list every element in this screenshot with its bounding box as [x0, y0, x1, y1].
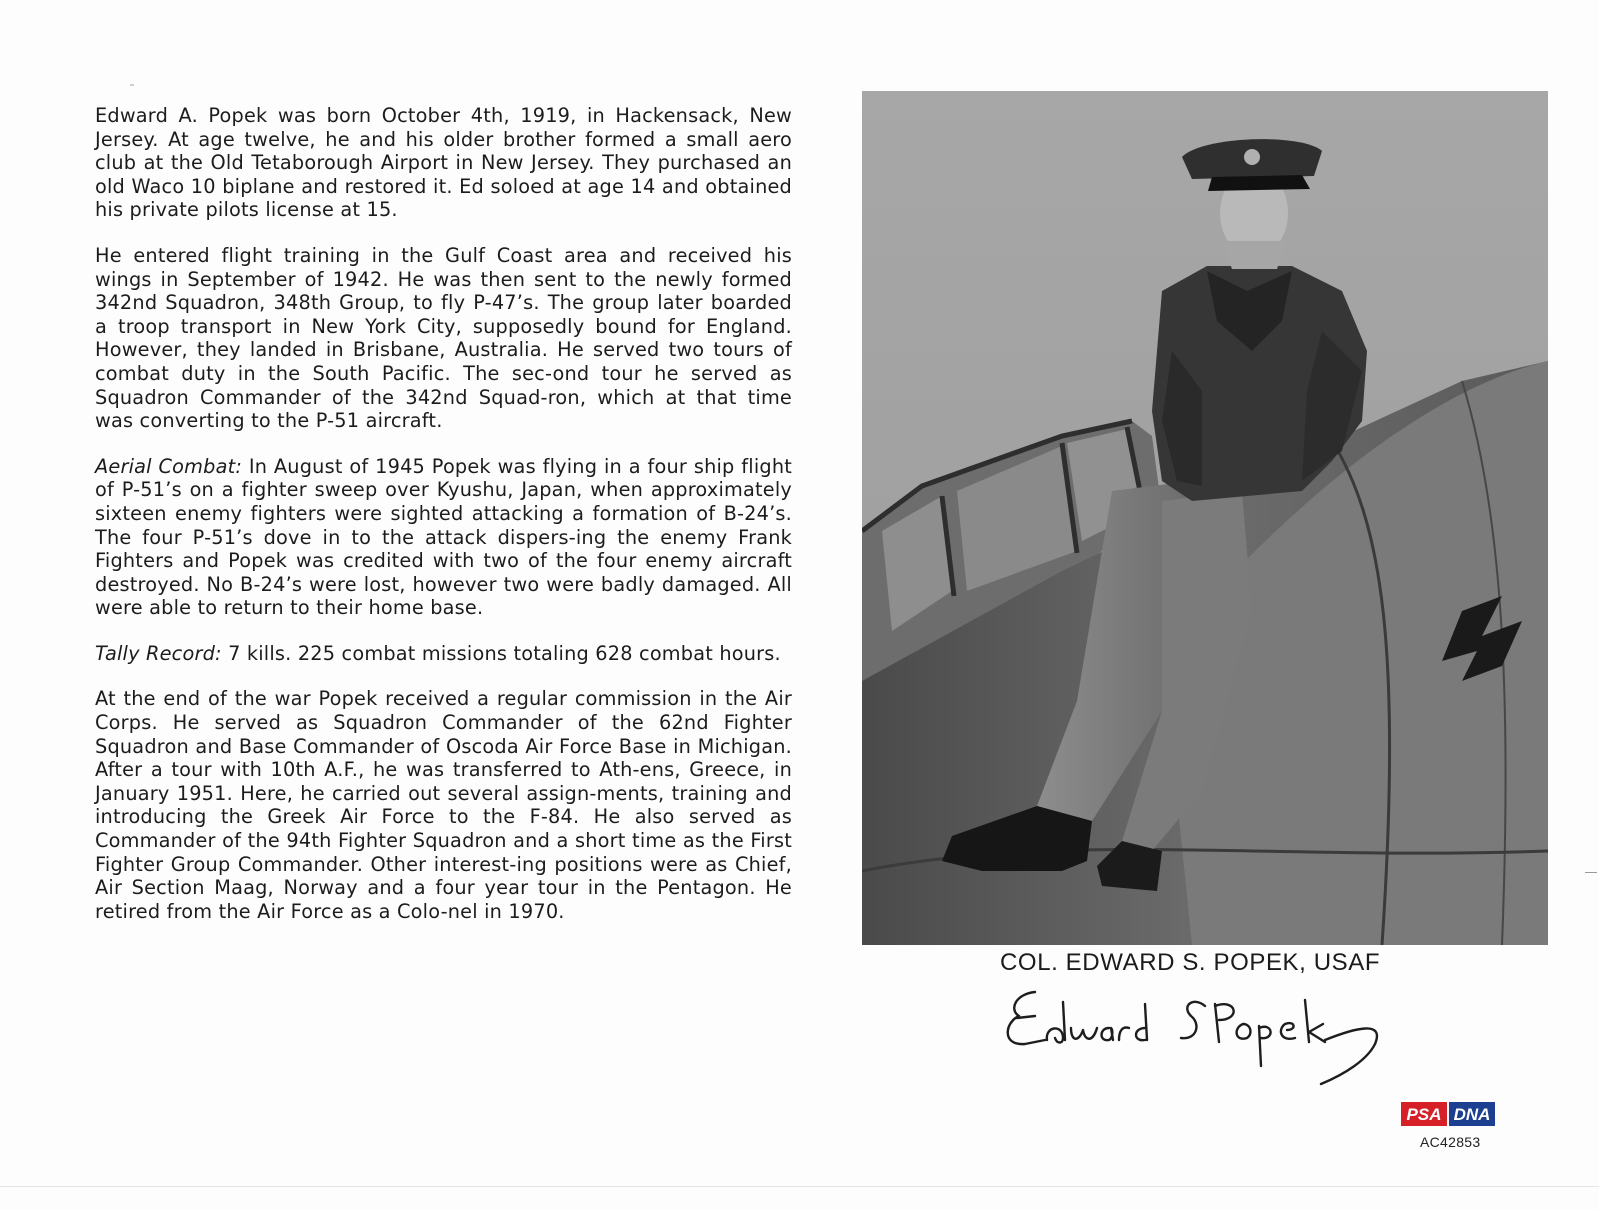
- bio-paragraph-later-career: At the end of the war Popek received a regular commission in the Air Corps. He served as Squadron Commander of the 62nd Fighter Squadron and Base Commander of Oscoda Air Force Base in Michigan. After a tour with 10th A.F., he was transferred to Ath-ens, Greece, in January 1951. Here, he carried out several assign-ments, training and introducing the Greek Air Force to the F-84. He also served as Commander of the 94th Fighter Squadron and a short time as the First Fighter Group Commander. Other interest-ing positions were as Chief, Air Section Maag, Norway and a four year tour in the Pentagon. He retired from the Air Force as a Colo-nel in 1970.: [95, 687, 792, 923]
- bio-paragraph-training: He entered flight training in the Gulf Coast area and received his wings in September of 1942. He was then sent to the newly formed 342nd Squadron, 348th Group, to fly P-47’s. The group later boarded a troop transport in New York City, supposedly bound for England. However, they landed in Brisbane, Australia. He served two tours of combat duty in the South Pacific. The sec-ond tour he served as Squadron Commander of the 342nd Squad-ron, which at that time was converting to the P-51 aircraft.: [95, 243, 792, 433]
- bio-paragraph-early-life: Edward A. Popek was born October 4th, 1919, in Hackensack, New Jersey. At age twelve, he and his older brother formed a small aero club at the Old Tetaborough Airport in New Jersey. They purchased an old Waco 10 biplane and restored it. Ed soloed at age 14 and obtained his private pilots license at 15.: [95, 104, 792, 222]
- dna-logo-text: DNA: [1453, 1105, 1491, 1124]
- bio-paragraph-aerial-combat: [95, 455, 792, 620]
- bio-paragraph-tally-record: [95, 642, 792, 666]
- tally-record-text: 7 kills. 225 combat missions totaling 628 combat hours.: [221, 641, 781, 665]
- aerial-combat-text: In August of 1945 Popek was flying in a four ship flight of P-51’s on a fighter sweep over Kyushu, Japan, when approximately sixteen enemy fighters were sighted attacking a formation of B-24’s. The four P-51’s dove in to the attack dispers-ing the enemy Frank Fighters and Popek was credited with two of the four enemy aircraft destroyed. No B-24’s were lost, however two were badly damaged. All were able to return to their home base.: [95, 454, 792, 620]
- certification-number: AC42853: [1420, 1134, 1481, 1150]
- psa-dna-logo: [1401, 1102, 1495, 1126]
- tally-record-label: Tally Record:: [95, 641, 222, 665]
- photo-caption: COL. EDWARD S. POPEK, USAF: [1000, 949, 1381, 976]
- aerial-combat-label: Aerial Combat:: [95, 454, 243, 478]
- biography-text: [95, 104, 792, 945]
- psa-logo-text: PSA: [1406, 1105, 1442, 1124]
- page-edge-line: [0, 1186, 1599, 1187]
- paper-speck: [1585, 872, 1597, 873]
- paper-speck: [130, 84, 134, 86]
- pilot-photograph: [862, 91, 1548, 945]
- autograph-signature: [1005, 980, 1425, 1100]
